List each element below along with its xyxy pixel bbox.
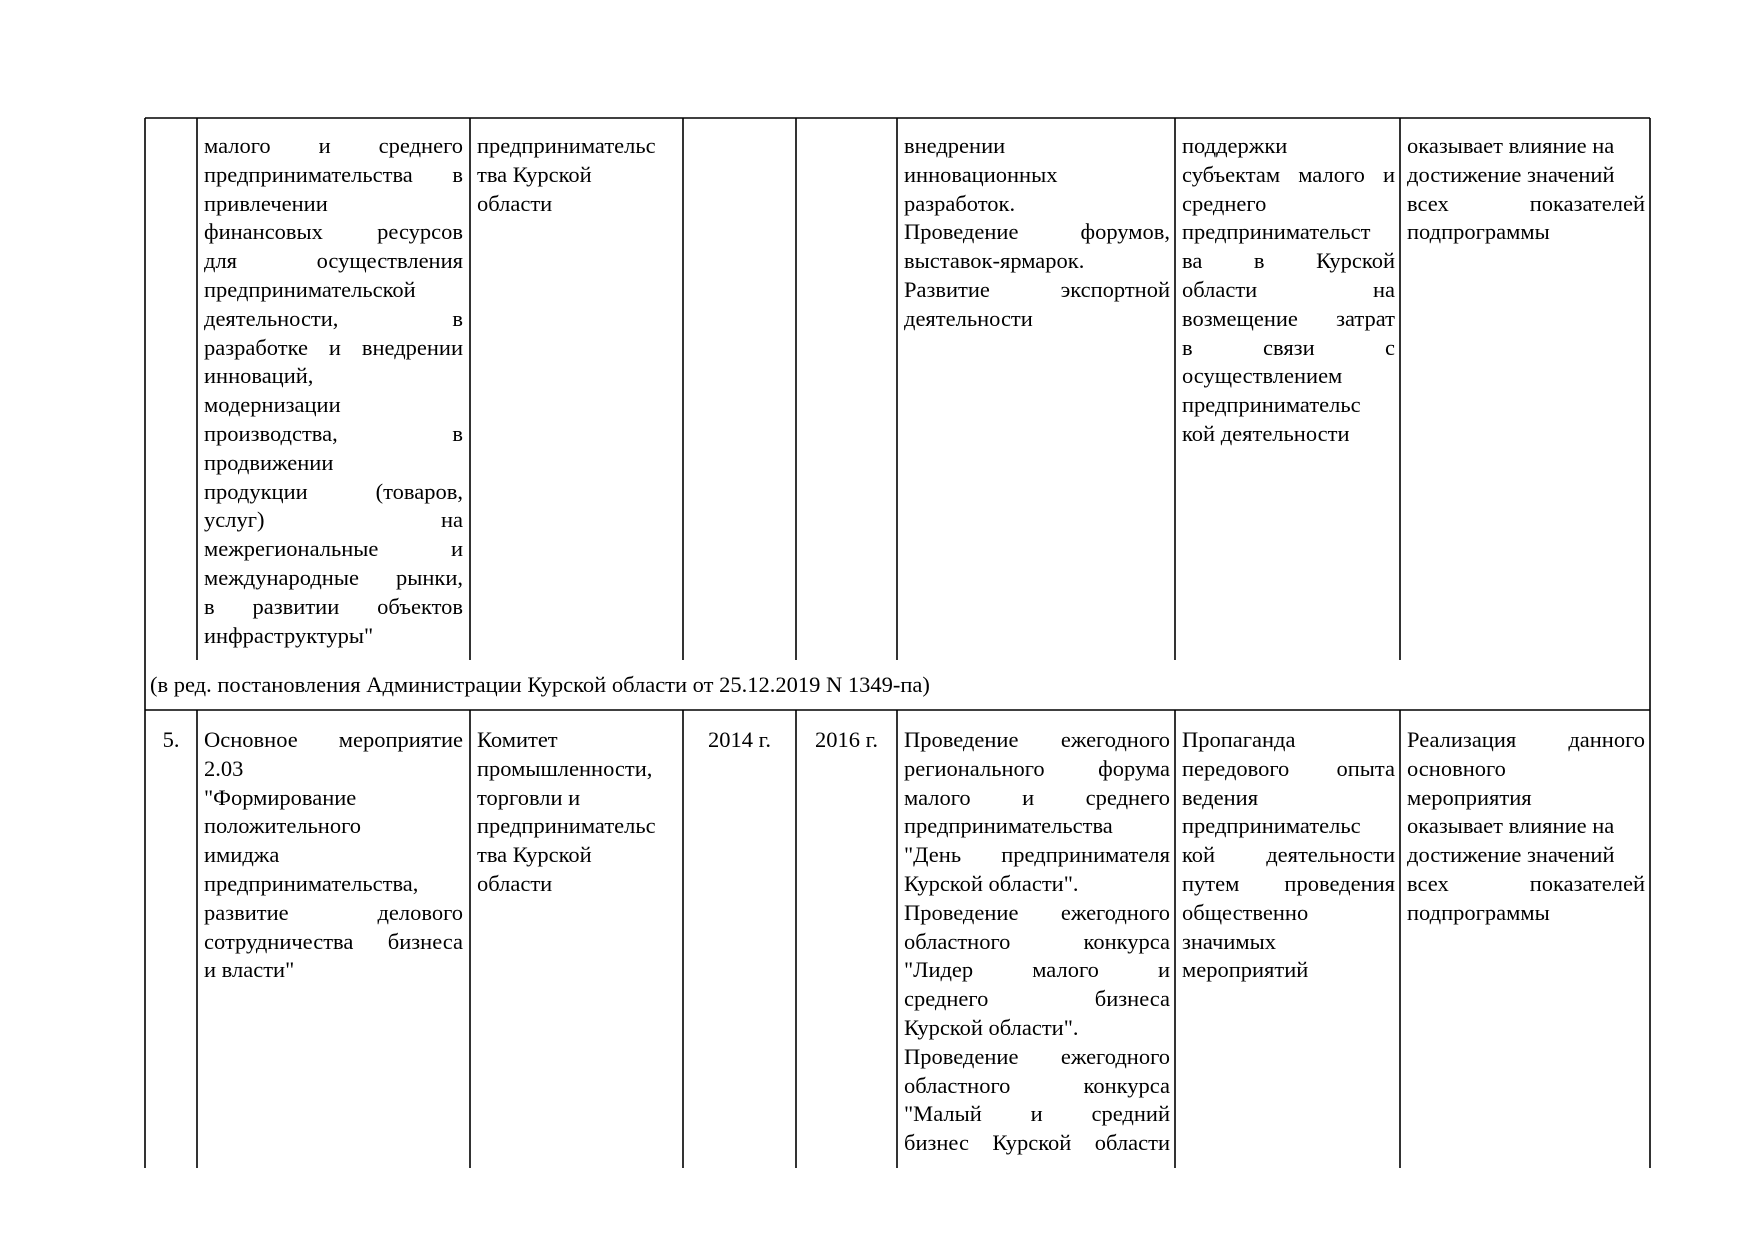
text-line: предпринимательства в [204, 161, 463, 187]
text-line: внедрении [904, 133, 1006, 158]
text-line: Проведение ежегодного [904, 899, 1170, 925]
cont-row-expected-result [904, 132, 1170, 334]
text-line: предпринимательской [204, 276, 416, 302]
text-line: предпринимательства, [204, 870, 419, 896]
text-line: сотрудничества бизнеса [204, 928, 463, 954]
text-line: бизнес Курской области [904, 1130, 1170, 1156]
cont-row-consequences [1182, 132, 1395, 449]
text-line: предпринимательст [1182, 219, 1371, 245]
row5-number [145, 726, 197, 755]
text-line: 5. [162, 727, 180, 752]
text-line: развитие делового [204, 899, 463, 925]
text-line: положительного [204, 813, 362, 839]
text-line: предпринимательс [477, 133, 656, 158]
text-line: субъектам малого и [1182, 161, 1395, 187]
text-line: "Малый и средний [904, 1101, 1170, 1127]
row5-consequences [1182, 726, 1395, 985]
text-line: передового опыта [1182, 755, 1395, 781]
cont-row-description [204, 132, 463, 650]
text-line: кой деятельности [1182, 420, 1350, 446]
text-line: имиджа [204, 842, 280, 868]
text-line: подпрограммы [1407, 219, 1550, 245]
text-line: выставок-ярмарок. [904, 248, 1085, 274]
text-line: основного [1407, 755, 1506, 781]
text-line: Курской области". [904, 1014, 1079, 1040]
text-line: Проведение ежегодного [904, 727, 1170, 752]
row5-executor [477, 726, 677, 899]
text-line: областного конкурса [904, 1072, 1170, 1098]
text-line: тва Курской [477, 161, 592, 187]
text-line: области на [1182, 276, 1395, 302]
text-line: продукции (товаров, [204, 478, 463, 504]
text-line: деятельности, в [204, 305, 463, 331]
text-line: подпрограммы [1407, 899, 1550, 925]
text-line: промышленности, [477, 755, 653, 781]
cont-row-link-indicators [1407, 132, 1645, 247]
text-line: мероприятия [1407, 784, 1532, 810]
text-line: области [477, 190, 553, 216]
text-line: межрегиональные и [204, 536, 463, 562]
text-line: Реализация данного [1407, 727, 1645, 752]
row5-end-year [796, 726, 897, 755]
text-line: тва Курской [477, 842, 592, 868]
text-line: модернизации [204, 392, 341, 418]
text-line: достижение значений [1407, 842, 1615, 868]
text-line: регионального форума [904, 755, 1170, 781]
text-line: возмещение затрат [1182, 305, 1395, 331]
text-line: Пропаганда [1182, 727, 1296, 752]
text-line: Проведение форумов, [904, 219, 1170, 245]
text-line: путем проведения [1182, 870, 1395, 896]
text-line: Основное мероприятие [204, 727, 463, 752]
text-line: значимых [1182, 928, 1276, 954]
text-line: деятельности [904, 305, 1033, 331]
text-line: 2016 г. [815, 727, 878, 752]
text-line: инновационных [904, 161, 1058, 187]
text-line: Курской области". [904, 870, 1079, 896]
text-line: областного конкурса [904, 928, 1170, 954]
text-line: оказывает влияние на [1407, 133, 1615, 158]
text-line: "День предпринимателя [904, 842, 1170, 868]
text-line: предпринимательс [1182, 392, 1361, 418]
text-line: международные рынки, [204, 564, 463, 590]
text-line: среднего [1182, 190, 1267, 216]
text-line: оказывает влияние на [1407, 813, 1615, 839]
row5-description [204, 726, 463, 985]
text-line: для осуществления [204, 248, 463, 274]
text-line: предпринимательс [1182, 813, 1361, 839]
text-line: области [477, 870, 553, 896]
text-line: малого и среднего [904, 784, 1170, 810]
text-line: в связи с [1182, 334, 1395, 360]
row5-start-year [683, 726, 796, 755]
text-line: "Лидер малого и [904, 957, 1170, 983]
text-line: предпринимательс [477, 813, 656, 839]
text-line: 2014 г. [708, 727, 771, 752]
text-line: ва в Курской [1182, 248, 1395, 274]
text-line: общественно [1182, 899, 1309, 925]
text-line: достижение значений [1407, 161, 1615, 187]
text-line: малого и среднего [204, 133, 463, 158]
text-line: и власти" [204, 957, 295, 983]
text-line: в развитии объектов [204, 593, 463, 619]
text-line: финансовых ресурсов [204, 219, 463, 245]
text-line: производства, в [204, 420, 463, 446]
text-line: ведения [1182, 784, 1259, 810]
text-line: всех показателей [1407, 190, 1645, 216]
text-line: привлечении [204, 190, 328, 216]
text-line: среднего бизнеса [904, 986, 1170, 1012]
row5-link-indicators [1407, 726, 1645, 928]
text-line: мероприятий [1182, 957, 1309, 983]
text-line: осуществлением [1182, 363, 1343, 389]
cont-row-executor [477, 132, 677, 218]
text-line: Развитие экспортной [904, 276, 1170, 302]
text-line: предпринимательства [904, 813, 1113, 839]
text-line: услуг) на [204, 507, 463, 533]
text-line: продвижении [204, 449, 334, 475]
text-line: инноваций, [204, 363, 314, 389]
text-line: поддержки [1182, 133, 1288, 158]
text-line: кой деятельности [1182, 842, 1395, 868]
text-line: 2.03 [204, 755, 244, 781]
text-line: "Формирование [204, 784, 357, 810]
text-line: Проведение ежегодного [904, 1043, 1170, 1069]
text-line: торговли и [477, 784, 581, 810]
amendment-note: (в ред. постановления Администрации Курской области от 25.12.2019 N 1349-па) [150, 672, 930, 697]
row5-expected-result [904, 726, 1170, 1158]
text-line: Комитет [477, 727, 558, 752]
text-line: инфраструктуры" [204, 622, 374, 648]
text-line: разработке и внедрении [204, 334, 463, 360]
text-line: разработок. [904, 190, 1016, 216]
text-line: всех показателей [1407, 870, 1645, 896]
